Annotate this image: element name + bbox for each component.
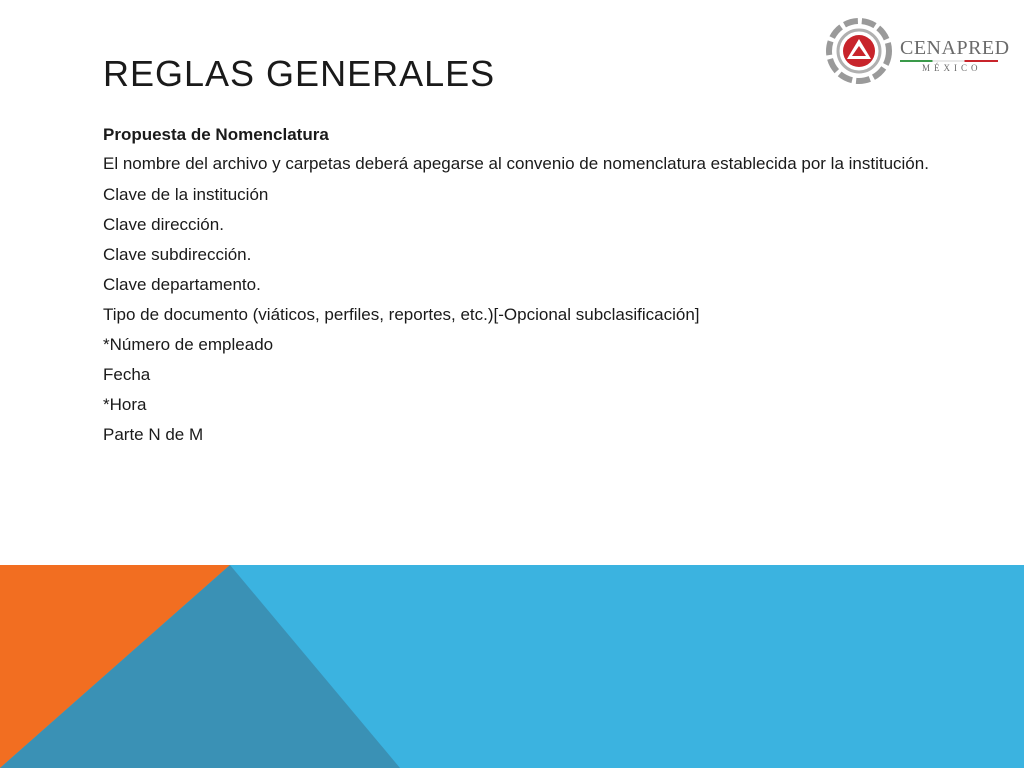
- slide-body: [103, 125, 953, 455]
- cenapred-emblem-icon: [826, 18, 892, 84]
- footer-decoration: [0, 565, 1024, 768]
- list-item: Tipo de documento (viáticos, perfiles, reportes, etc.)[-Opcional subclasificación]: [103, 305, 700, 324]
- cenapred-logo: [826, 18, 1010, 84]
- list-item: Clave subdirección.: [103, 245, 252, 264]
- logo-country: MÉXICO: [922, 63, 982, 73]
- logo-wordmark: CENAPRED: [900, 37, 1010, 59]
- list-item: Parte N de M: [103, 425, 204, 444]
- logo-divider: [900, 60, 998, 62]
- list-item: *Número de empleado: [103, 335, 274, 354]
- list-item: Clave dirección.: [103, 215, 224, 234]
- list-item: Fecha: [103, 365, 151, 384]
- list-item: Clave departamento.: [103, 275, 261, 294]
- slide-title: REGLAS GENERALES: [103, 53, 496, 94]
- description-paragraph: El nombre del archivo y carpetas deberá apegarse al convenio de nomenclatura establecida por la institución.: [103, 154, 929, 173]
- section-subtitle: Propuesta de Nomenclatura: [103, 125, 329, 144]
- list-item: *Hora: [103, 395, 147, 414]
- list-item: Clave de la institución: [103, 185, 269, 204]
